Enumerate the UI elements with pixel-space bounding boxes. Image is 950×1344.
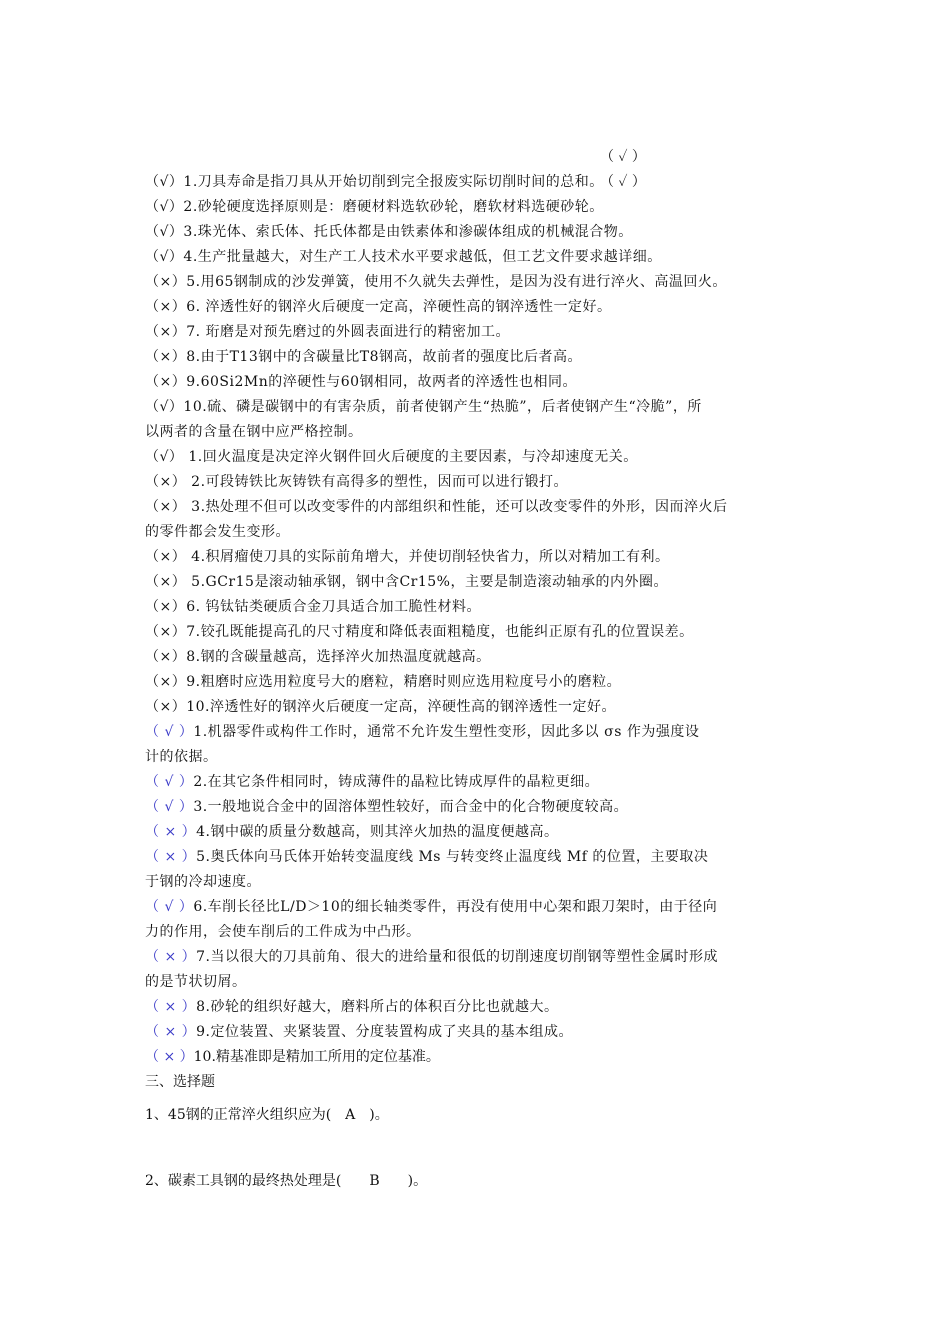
judge-line: （√）4.生产批量越大，对生产工人技术水平要求越低，但工艺文件要求越详细。	[145, 249, 662, 265]
item-text: 10.精基准即是精加工所用的定位基准。	[193, 1049, 440, 1065]
item-text: 于钢的冷却速度。	[145, 874, 261, 890]
item-text: 力的作用，会使车削后的工件成为中凸形。	[145, 924, 421, 940]
judge-line	[145, 945, 810, 970]
item-text: 3.一般地说合金中的固溶体塑性较好，而合金中的化合物硬度较高。	[193, 799, 629, 815]
judge-line	[145, 995, 810, 1020]
judge-line: （√）1.刀具寿命是指刀具从开始切削到完全报废实际切削时间的总和。	[145, 174, 604, 190]
judge-line	[145, 1045, 810, 1070]
judge-item-11: （ ✓ ）	[600, 149, 646, 165]
judge-line	[145, 795, 810, 820]
judge-line	[145, 845, 810, 870]
answer-mark: （ √ ）	[145, 724, 194, 740]
judge-line: （×） 5.GCr15是滚动轴承钢，钢中含Cr15%，主要是制造滚动轴承的内外圈。	[145, 574, 668, 590]
judge-line-continued: 的零件都会发生变形。	[145, 524, 290, 540]
judge-line: （×）6. 钨钛钴类硬质合金刀具适合加工脆性材料。	[145, 599, 482, 615]
answer-mark: （ × ）	[145, 1049, 194, 1065]
judge-line: （×）9.60Si2Mn的淬硬性与60钢相同，故两者的淬透性也相同。	[145, 374, 578, 390]
judge-line: （×）5.用65钢制成的沙发弹簧，使用不久就失去弹性，是因为没有进行淬火、高温回火。	[145, 274, 727, 290]
item-text: 1.机器零件或构件工作时，通常不允许发生塑性变形，因此多以 σs 作为强度设	[193, 724, 700, 740]
item-text: 6.车削长径比L/D＞10的细长轴类零件，再没有使用中心架和跟刀架时，由于径向	[193, 899, 718, 915]
judge-line: （×）8.由于T13钢中的含碳量比T8钢高，故前者的强度比后者高。	[145, 349, 582, 365]
item-text: 8.砂轮的组织好越大，磨料所占的体积百分比也就越大。	[196, 999, 559, 1015]
answer-mark: （ × ）	[145, 999, 197, 1015]
item-text: 的是节状切屑。	[145, 974, 247, 990]
judge-line-continued: 以两者的含量在钢中应严格控制。	[145, 424, 363, 440]
answer-mark: （ × ）	[145, 1024, 197, 1040]
section-title: 三、选择题	[145, 1074, 215, 1090]
judge-line: （×） 2.可段铸铁比灰铸铁有高得多的塑性，因而可以进行锻打。	[145, 474, 569, 490]
judge-line: （×） 4.积屑瘤使刀具的实际前角增大，并使切削轻快省力，所以对精加工有利。	[145, 549, 670, 565]
question-options	[145, 1136, 810, 1161]
judge-line-continued	[145, 970, 810, 995]
item-text: 9.定位装置、夹紧装置、分度装置构成了夹具的基本组成。	[196, 1024, 573, 1040]
judge-line: （√）10.硫、磷是碳钢中的有害杂质，前者使钢产生“热脆”，后者使钢产生“冷脆”，所	[145, 399, 702, 415]
document-page	[145, 120, 810, 1227]
judge-line: （×）8.钢的含碳量越高，选择淬火加热温度就越高。	[145, 649, 491, 665]
answer-mark: （ × ）	[145, 849, 197, 865]
judge-line	[145, 820, 810, 845]
answer-mark: （ √ ）	[145, 774, 194, 790]
question-stem: 2、碳素工具钢的最终热处理是( B )。	[145, 1173, 428, 1189]
item-text: 5.奥氏体向马氏体开始转变温度线 Ms 与转变终止温度线 Mf 的位置，主要取决	[196, 849, 709, 865]
question-options	[145, 1202, 810, 1227]
judge-line	[145, 895, 810, 920]
judge-line: （×）6. 淬透性好的钢淬火后硬度一定高，淬硬性高的钢淬透性一定好。	[145, 299, 612, 315]
answer-mark: （ × ）	[145, 824, 197, 840]
judge-line: （√）2.砂轮硬度选择原则是：磨硬材料选软砂轮，磨软材料选硬砂轮。	[145, 199, 604, 215]
judge-line	[145, 720, 810, 745]
judge-item-12: （ ✓ ）	[600, 174, 646, 190]
judge-line: （×）10.淬透性好的钢淬火后硬度一定高，淬硬性高的钢淬透性一定好。	[145, 699, 616, 715]
answer-mark: （ √ ）	[145, 899, 194, 915]
answer-mark: （ √ ）	[145, 799, 194, 815]
question-stem: 1、45钢的正常淬火组织应为( A )。	[145, 1107, 389, 1123]
judge-line: （×） 3.热处理不但可以改变零件的内部组织和性能，还可以改变零件的外形，因而淬火后	[145, 499, 728, 515]
item-text: 计的依据。	[145, 749, 218, 765]
item-text: 2.在其它条件相同时，铸成薄件的晶粒比铸成厚件的晶粒更细。	[193, 774, 600, 790]
answer-mark: （ × ）	[145, 949, 197, 965]
judge-line-continued	[145, 745, 810, 770]
judge-line	[145, 770, 810, 795]
judge-line	[145, 1020, 810, 1045]
judge-line: （×）9.粗磨时应选用粒度号大的磨粒，精磨时则应选用粒度号小的磨粒。	[145, 674, 622, 690]
judge-line: （×）7.铰孔既能提高孔的尺寸精度和降低表面粗糙度，也能纠正原有孔的位置误差。	[145, 624, 694, 640]
judge-line: （×）7. 珩磨是对预先磨过的外圆表面进行的精密加工。	[145, 324, 511, 340]
judge-line-continued	[145, 870, 810, 895]
judge-line: （√）3.珠光体、索氏体、托氏体都是由铁素体和渗碳体组成的机械混合物。	[145, 224, 633, 240]
item-text: 4.钢中碳的质量分数越高，则其淬火加热的温度便越高。	[196, 824, 559, 840]
judge-line: （√） 1.回火温度是决定淬火钢件回火后硬度的主要因素，与冷却速度无关。	[145, 449, 638, 465]
judge-line-continued	[145, 920, 810, 945]
item-text: 7.当以很大的刀具前角、很大的进给量和很低的切削速度切削钢等塑性金属时形成	[196, 949, 718, 965]
